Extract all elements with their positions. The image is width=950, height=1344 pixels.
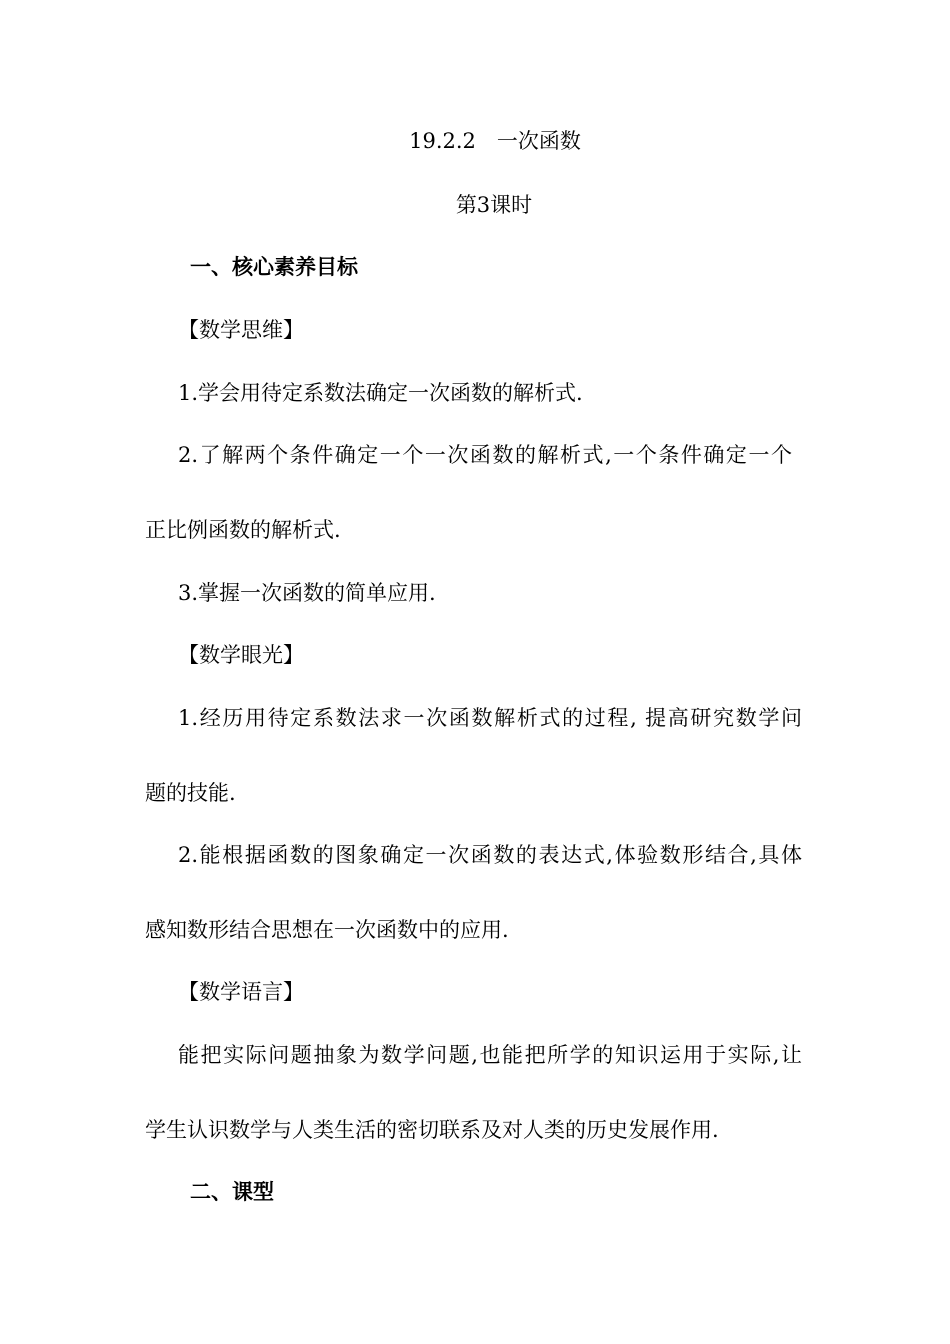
subsection-label-vision: 【数学眼光】 [178, 643, 304, 667]
lesson-title: 19.2.2 一次函数 [409, 129, 581, 153]
language-para-line-2: 学生认识数学与人类生活的密切联系及对人类的历史发展作用. [145, 1118, 719, 1142]
thinking-item-2-line-2: 正比例函数的解析式. [145, 518, 341, 542]
thinking-item-3: 3.掌握一次函数的简单应用. [178, 581, 436, 605]
vision-item-2-line-1: 2.能根据函数的图象确定一次函数的表达式,体验数形结合,具体 [178, 843, 802, 867]
subsection-label-thinking: 【数学思维】 [178, 318, 304, 342]
vision-item-2-line-2: 感知数形结合思想在一次函数中的应用. [145, 918, 509, 942]
vision-item-1-line-1: 1.经历用待定系数法求一次函数解析式的过程, 提高研究数学问 [178, 706, 802, 730]
language-para-line-1: 能把实际问题抽象为数学问题,也能把所学的知识运用于实际,让 [178, 1043, 802, 1067]
vision-item-1-line-2: 题的技能. [145, 781, 236, 805]
section-heading-goals: 一、核心素养目标 [190, 255, 358, 279]
subsection-label-language: 【数学语言】 [178, 980, 304, 1004]
lesson-period: 第3课时 [455, 193, 533, 217]
section-heading-lesson-type: 二、课型 [190, 1180, 274, 1204]
thinking-item-2-line-1: 2.了解两个条件确定一个一次函数的解析式,一个条件确定一个 [178, 443, 792, 467]
thinking-item-1: 1.学会用待定系数法确定一次函数的解析式. [178, 381, 583, 405]
